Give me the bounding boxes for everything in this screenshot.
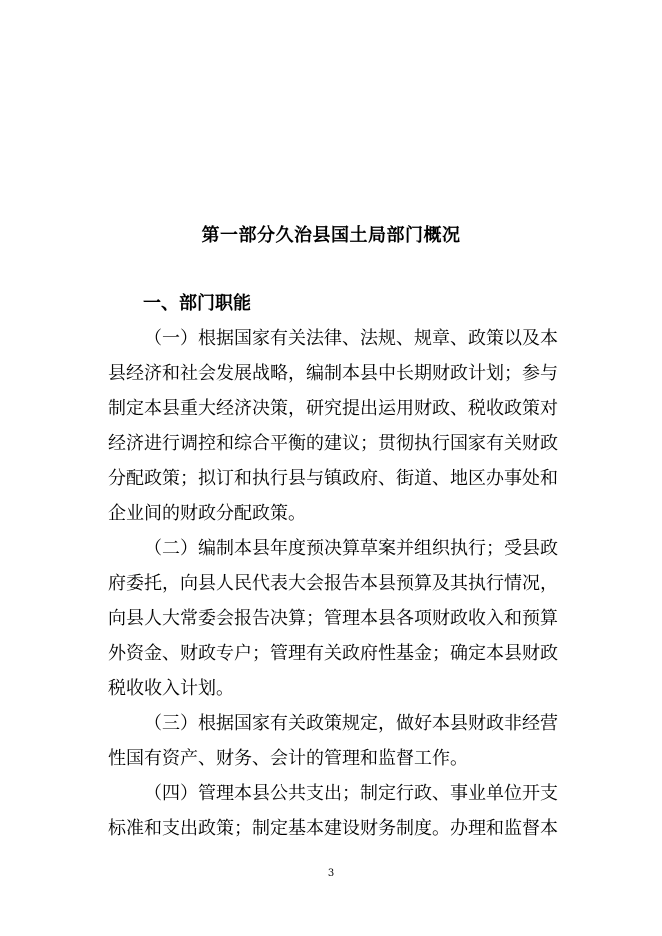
paragraph-2-line-1: （二）编制本县年度预决算草案并组织执行；受县政 xyxy=(144,538,558,559)
paragraph-3-line-1: （三）根据国家有关政策规定，做好本县财政非经营 xyxy=(144,713,558,734)
paragraph-1-line-1: （一）根据国家有关法律、法规、规章、政策以及本 xyxy=(144,328,558,349)
paragraph-2-line-2: 府委托，向县人民代表大会报告本县预算及其执行情况， xyxy=(108,573,558,594)
paragraph-1-line-2: 县经济和社会发展战略，编制本县中长期财政计划；参与 xyxy=(108,363,558,384)
section-heading: 一、部门职能 xyxy=(143,293,251,314)
paragraph-1-line-4: 经济进行调控和综合平衡的建议；贯彻执行国家有关财政 xyxy=(108,433,558,454)
document-title: 第一部分久治县国土局部门概况 xyxy=(201,225,461,246)
paragraph-1-line-6: 企业间的财政分配政策。 xyxy=(108,503,306,524)
paragraph-4-line-2: 标准和支出政策；制定基本建设财务制度。办理和监督本 xyxy=(108,818,558,839)
paragraph-2-line-3: 向县人大常委会报告决算；管理本县各项财政收入和预算 xyxy=(108,608,558,629)
page-number: 3 xyxy=(327,868,335,879)
paragraph-2-line-5: 税收收入计划。 xyxy=(108,678,234,699)
paragraph-4-line-1: （四）管理本县公共支出；制定行政、事业单位开支 xyxy=(144,783,558,804)
paragraph-2-line-4: 外资金、财政专户；管理有关政府性基金；确定本县财政 xyxy=(108,643,558,664)
paragraph-3-line-2: 性国有资产、财务、会计的管理和监督工作。 xyxy=(108,748,468,769)
paragraph-1-line-3: 制定本县重大经济决策，研究提出运用财政、税收政策对 xyxy=(108,398,558,419)
paragraph-1-line-5: 分配政策；拟订和执行县与镇政府、街道、地区办事处和 xyxy=(108,468,558,489)
